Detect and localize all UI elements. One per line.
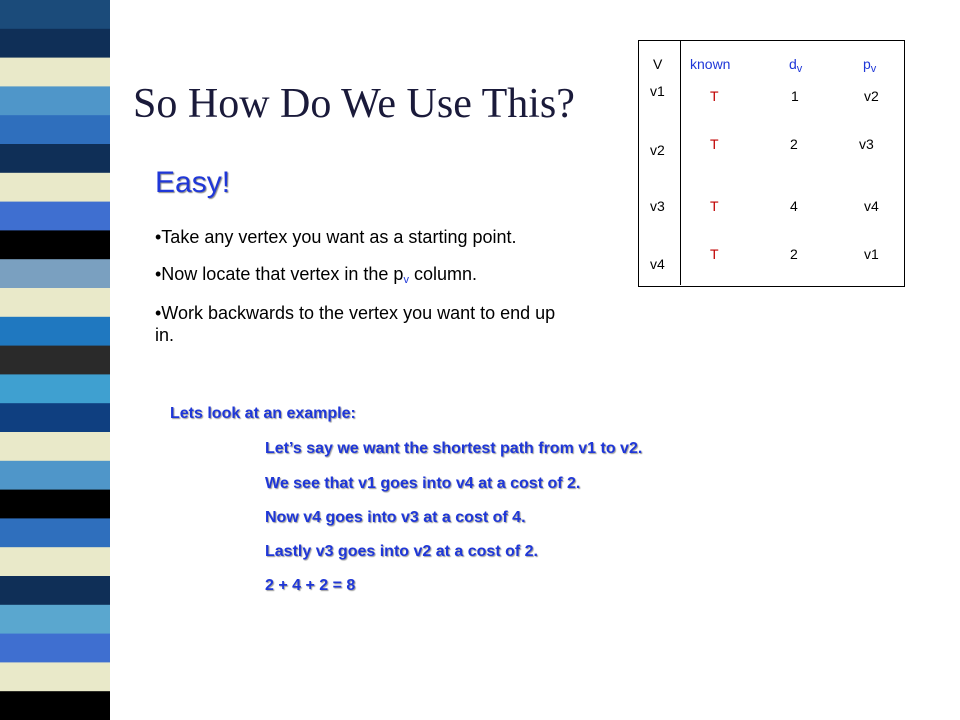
stripe-block (0, 58, 110, 87)
stripe-block (0, 86, 110, 115)
stripe-block (0, 0, 110, 29)
stripe-block (0, 490, 110, 519)
stripe-block (0, 173, 110, 202)
bullet-2-text-post: column. (408, 264, 477, 284)
example-intro: Lets look at an example: (170, 405, 356, 422)
row-3-known: T (710, 198, 719, 214)
header-known: known (690, 56, 731, 72)
example-line-4: Lastly v3 goes into v2 at a cost of 2. (265, 543, 538, 560)
row-4-pv: v1 (864, 246, 879, 262)
stripe-block (0, 202, 110, 231)
header-v: V (653, 56, 663, 72)
header-dv (789, 56, 802, 75)
row-2-pv: v3 (859, 136, 874, 152)
stripe-block (0, 288, 110, 317)
stripe-block (0, 317, 110, 346)
row-2-vertex: v2 (650, 142, 665, 158)
bullet-2 (155, 263, 595, 291)
row-3-vertex: v3 (650, 198, 665, 214)
header-pv-letter: p (863, 56, 871, 72)
header-pv-sub: v (870, 63, 877, 75)
row-2-dv: 2 (790, 136, 798, 152)
example-line-2: We see that v1 goes into v4 at a cost of 2. (265, 475, 581, 492)
row-4-vertex: v4 (650, 256, 665, 272)
stripe-block (0, 144, 110, 173)
table-divider (680, 40, 681, 285)
example-sum: 2 + 4 + 2 = 8 (265, 577, 356, 594)
example-line-1: Let’s say we want the shortest path from v1 to v2. (265, 440, 643, 457)
stripe-block (0, 576, 110, 605)
bullet-1 (155, 226, 595, 248)
bullet-3-text: •Work backwards to the vertex you want to end up in. (155, 303, 556, 345)
easy-heading: Easy! (155, 166, 231, 199)
bullet-3 (155, 302, 575, 346)
row-4-dv: 2 (790, 246, 798, 262)
header-pv (863, 56, 876, 75)
bullet-2-subscript: v (403, 274, 409, 286)
row-3-pv: v4 (864, 198, 879, 214)
row-4-known: T (710, 246, 719, 262)
example-line-3: Now v4 goes into v3 at a cost of 4. (265, 509, 526, 526)
stripe-block (0, 518, 110, 547)
stripe-block (0, 547, 110, 576)
row-2-known: T (710, 136, 719, 152)
stripe-block (0, 259, 110, 288)
stripe-block (0, 115, 110, 144)
decorative-stripe (0, 0, 110, 720)
header-dv-sub: v (796, 63, 803, 75)
bullet-2-text: •Now locate that vertex in the p (155, 264, 404, 284)
bullet-1-text: •Take any vertex you want as a starting point. (155, 227, 517, 247)
stripe-block (0, 230, 110, 259)
stripe-block (0, 691, 110, 720)
stripe-block (0, 662, 110, 691)
stripe-block (0, 346, 110, 375)
slide-title: So How Do We Use This? (133, 81, 575, 127)
row-1-vertex: v1 (650, 83, 665, 99)
row-1-dv: 1 (791, 88, 799, 104)
stripe-block (0, 374, 110, 403)
stripe-block (0, 634, 110, 663)
stripe-block (0, 403, 110, 432)
header-dv-letter: d (789, 56, 797, 72)
stripe-block (0, 461, 110, 490)
row-1-pv: v2 (864, 88, 879, 104)
stripe-block (0, 432, 110, 461)
row-1-known: T (710, 88, 719, 104)
row-3-dv: 4 (790, 198, 798, 214)
stripe-block (0, 29, 110, 58)
stripe-block (0, 605, 110, 634)
